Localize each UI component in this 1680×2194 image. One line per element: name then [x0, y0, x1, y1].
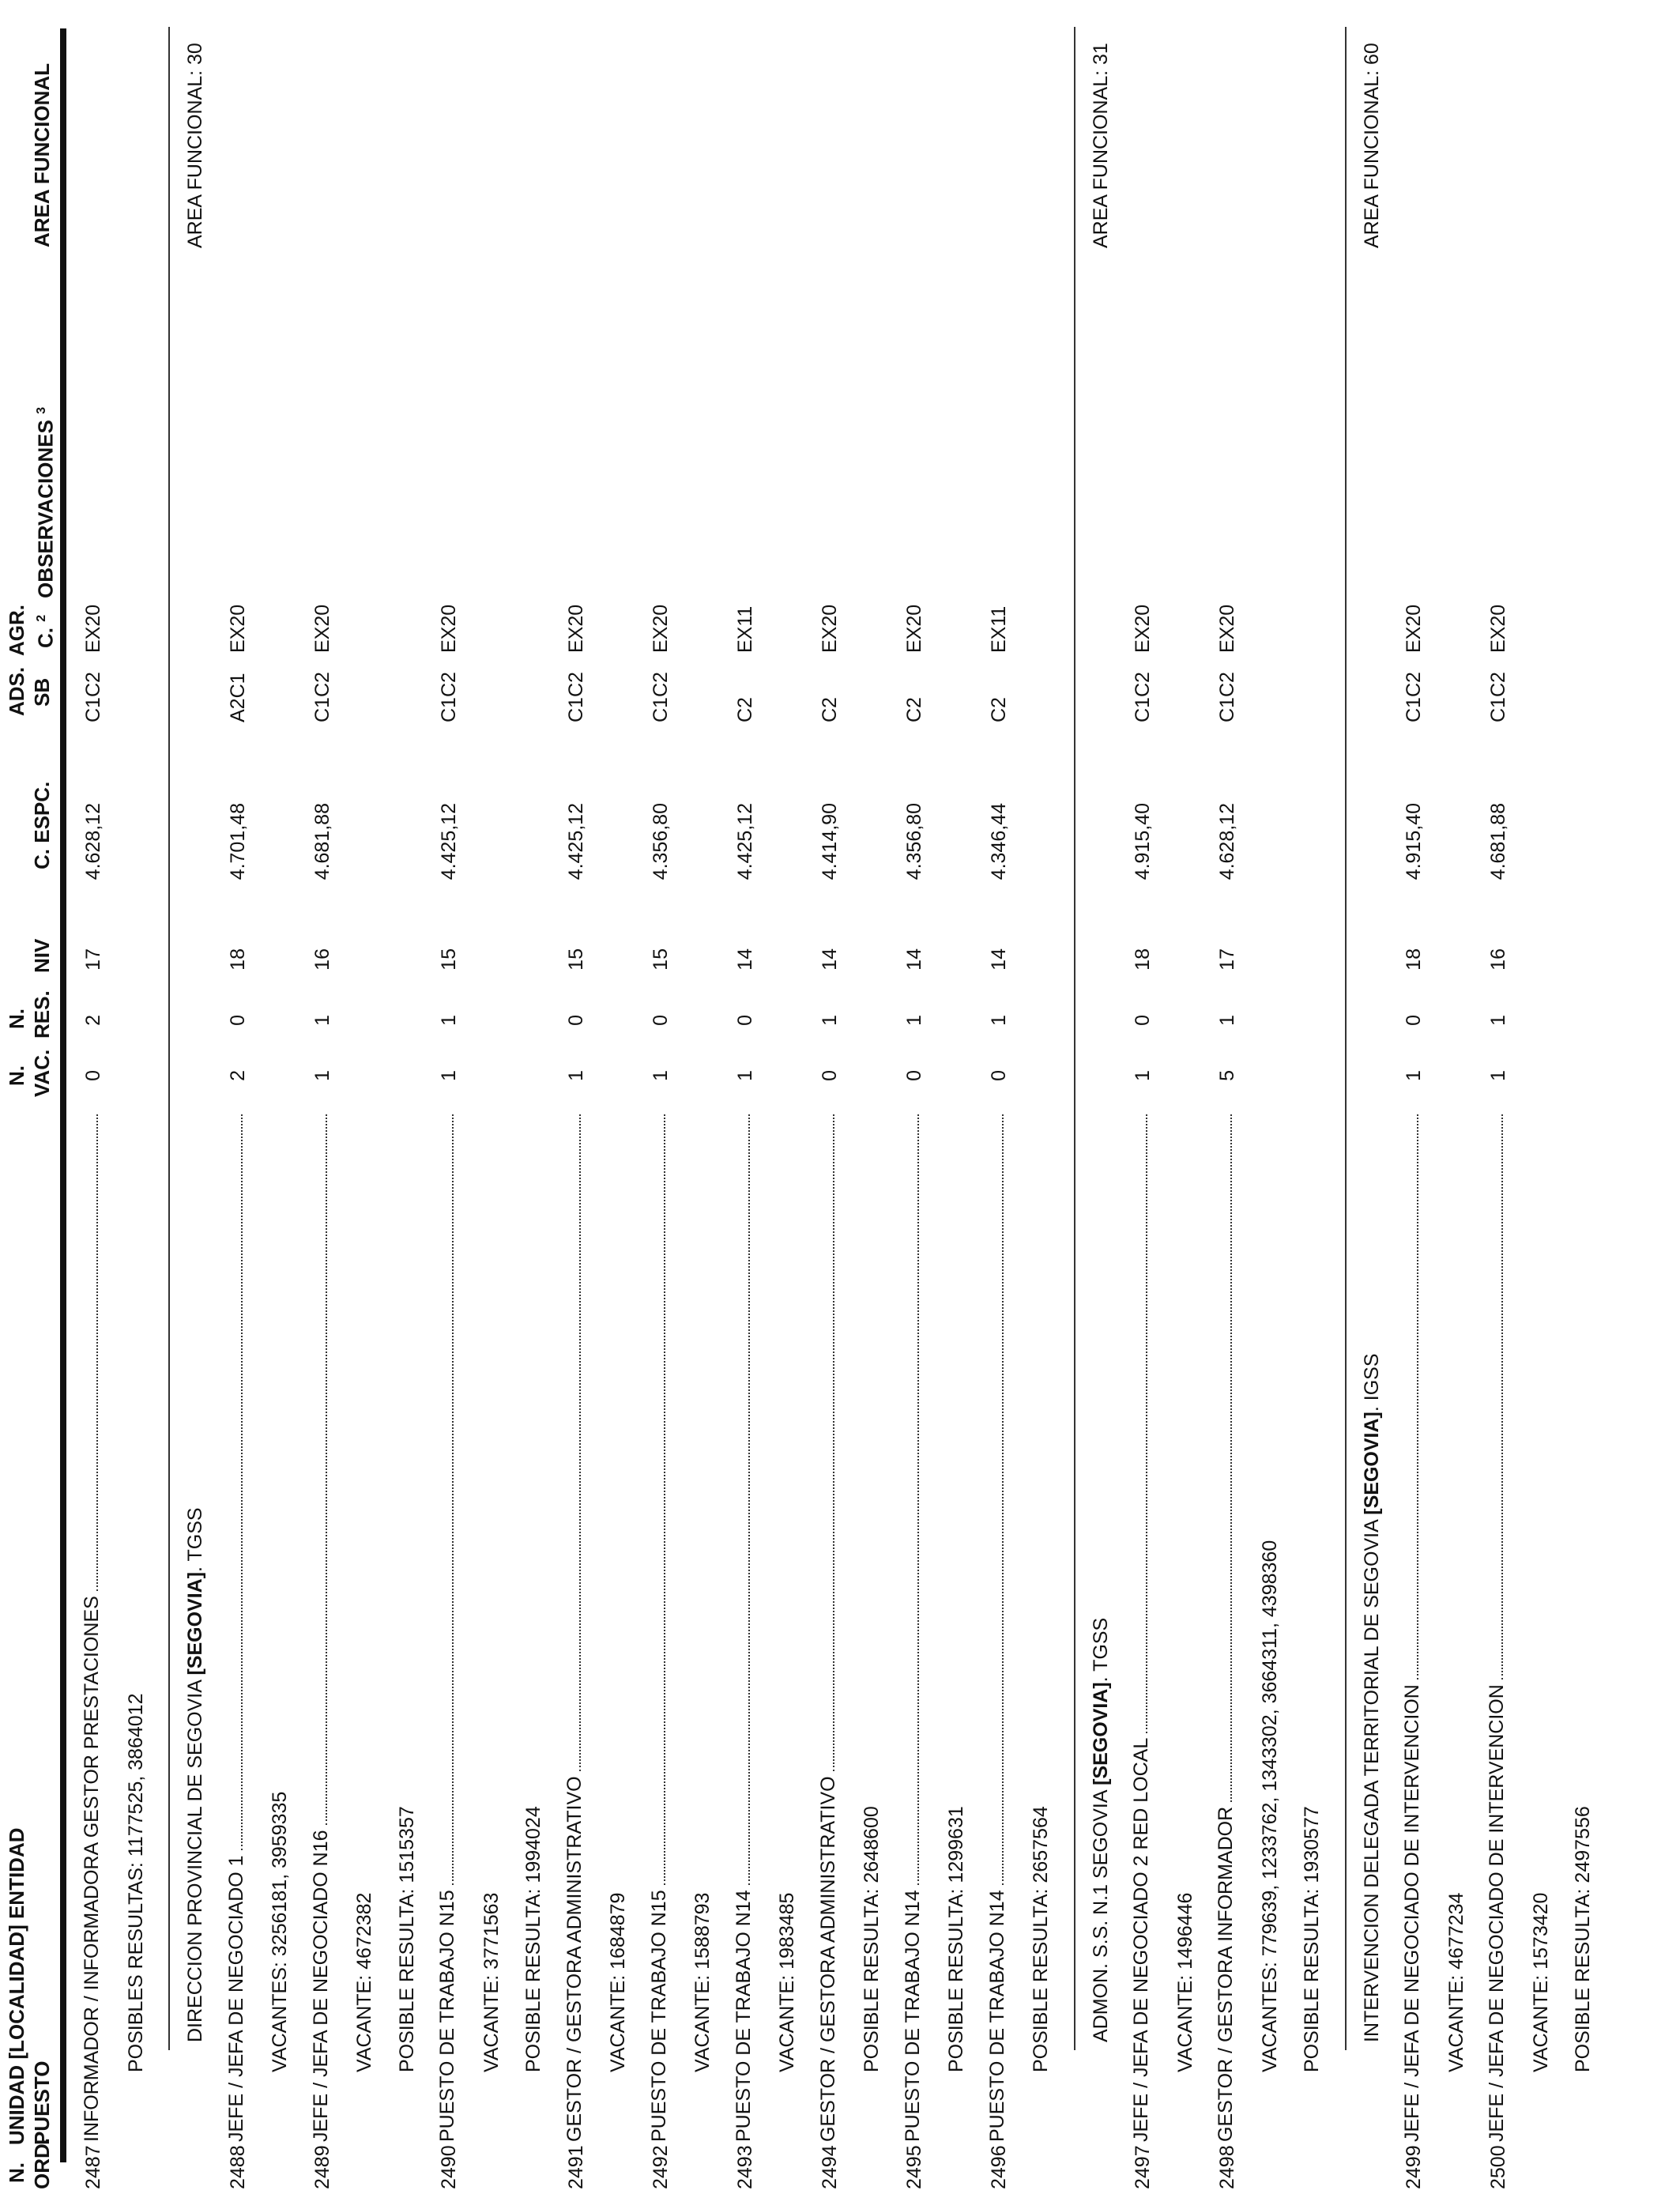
row-puesto-cell [1130, 1114, 1153, 2142]
row-ord: 2500 [1487, 2145, 1509, 2189]
leader-dots [1501, 1114, 1503, 1679]
row-niv: 14 [818, 948, 841, 971]
row-puesto: PUESTO DE TRABAJO N15 [647, 1890, 670, 2142]
row-nres: 1 [1487, 1015, 1509, 1026]
unit-heading [1359, 1353, 1384, 2042]
row-puesto: JEFE / JEFA DE NEGOCIADO N16 [309, 1830, 332, 2142]
row-detail: POSIBLE RESULTA: 2657564 [1030, 1806, 1052, 2072]
header-unidad: UNIDAD [LOCALIDAD] ENTIDAD [5, 1827, 28, 2145]
row-ads: C1C2 [1487, 672, 1509, 722]
detail-row [771, 0, 803, 2194]
row-ads: C2 [733, 697, 756, 722]
row-ads: C2 [902, 697, 925, 722]
row-nres: 1 [987, 1015, 1010, 1026]
header-agr-2 [30, 615, 58, 648]
row-cespc: 4.701,48 [226, 803, 249, 880]
table-row [1127, 0, 1158, 2194]
row-detail: VACANTE: 1573420 [1529, 1892, 1552, 2072]
row-puesto: JEFE / JEFA DE NEGOCIADO DE INTERVENCION [1486, 1684, 1508, 2142]
row-cespc: 4.356,80 [902, 803, 925, 880]
row-puesto: PUESTO DE TRABAJO N14 [732, 1890, 755, 2142]
row-nvac: 1 [438, 1070, 460, 1081]
row-ads: C1C2 [649, 672, 672, 722]
row-agr: EX20 [226, 604, 249, 653]
row-detail: POSIBLE RESULTA: 2497556 [1572, 1806, 1594, 2072]
row-agr: EX11 [733, 605, 756, 653]
row-puesto-cell [1486, 1114, 1509, 2142]
row-ads: C1C2 [438, 672, 460, 722]
row-detail: VACANTE: 3771563 [480, 1892, 503, 2072]
row-ads: A2C1 [226, 673, 249, 722]
row-ord: 2496 [987, 2145, 1010, 2189]
row-cespc: 4.414,90 [818, 803, 841, 880]
row-nres: 1 [311, 1015, 333, 1026]
leader-dots [1002, 1114, 1004, 1885]
unit-heading-row [179, 0, 211, 2194]
row-ord: 2489 [311, 2145, 333, 2189]
unit-localidad: [SEGOVIA] [1360, 1412, 1383, 1515]
row-cespc: 4.346,44 [987, 803, 1010, 880]
row-puesto-cell [563, 1114, 586, 2142]
row-agr: EX20 [564, 604, 587, 653]
row-puesto: JEFE / JEFA DE NEGOCIADO DE INTERVENCION [1401, 1684, 1423, 2142]
header-ads-1: ADS. [5, 666, 28, 716]
row-ads: C1C2 [1403, 672, 1425, 722]
row-detail: VACANTE: 1983485 [776, 1892, 798, 2072]
row-puesto: GESTOR / GESTORA INFORMADOR [1215, 1806, 1237, 2142]
row-puesto: JEFE / JEFA DE NEGOCIADO 1 [224, 1855, 247, 2142]
leader-dots [96, 1114, 98, 1591]
row-ads: C1C2 [311, 672, 333, 722]
row-agr: EX20 [438, 604, 460, 653]
leader-dots [241, 1114, 243, 1850]
row-cespc: 4.628,12 [1216, 803, 1238, 880]
row-nvac: 2 [226, 1070, 249, 1081]
detail-row [476, 0, 507, 2194]
row-ord: 2494 [818, 2145, 841, 2189]
row-niv: 15 [438, 948, 460, 971]
table-row [645, 0, 676, 2194]
row-nvac: 1 [311, 1070, 333, 1081]
row-ord: 2495 [902, 2145, 925, 2189]
header-agr-footnote: 2 [35, 614, 48, 622]
row-detail: VACANTE: 1684879 [607, 1892, 629, 2072]
row-ads: C1C2 [1216, 672, 1238, 722]
row-nres: 1 [438, 1015, 460, 1026]
table-row [814, 0, 846, 2194]
row-ord: 2499 [1403, 2145, 1425, 2189]
header-area-funcional: AREA FUNCIONAL [30, 62, 54, 247]
area-funcional: AREA FUNCIONAL: 60 [1360, 43, 1383, 248]
unit-name: DIRECCION PROVINCIAL DE SEGOVIA [184, 1675, 206, 2042]
leader-dots [1146, 1114, 1147, 1733]
detail-row [1254, 0, 1286, 2194]
table-row [307, 0, 338, 2194]
row-agr: EX20 [82, 604, 104, 653]
leader-dots [748, 1114, 750, 1885]
row-puesto: JEFE / JEFA DE NEGOCIADO 2 RED LOCAL [1130, 1737, 1152, 2142]
row-agr: EX20 [311, 604, 333, 653]
row-cespc: 4.356,80 [649, 803, 672, 880]
row-nres: 1 [902, 1015, 925, 1026]
row-puesto-cell [902, 1114, 925, 2142]
table-row [729, 0, 761, 2194]
row-nres: 0 [226, 1015, 249, 1026]
row-ord: 2490 [438, 2145, 460, 2189]
leader-dots [833, 1114, 834, 1771]
row-cespc: 4.628,12 [82, 803, 104, 880]
row-ads: C1C2 [82, 672, 104, 722]
row-detail: VACANTES: 3256181, 3959335 [269, 1791, 291, 2072]
unit-localidad: [SEGOVIA] [1089, 1682, 1112, 1785]
header-n: N. [5, 2162, 28, 2183]
detail-row [1296, 0, 1328, 2194]
row-nvac: 1 [649, 1070, 672, 1081]
detail-row [1525, 0, 1557, 2194]
row-puesto: PUESTO DE TRABAJO N15 [436, 1890, 458, 2142]
row-ord: 2492 [649, 2145, 672, 2189]
leader-dots [1417, 1114, 1418, 1679]
header-observaciones-footnote: 3 [35, 406, 48, 414]
row-niv: 15 [649, 948, 672, 971]
table-row [560, 0, 592, 2194]
row-ads: C2 [987, 697, 1010, 722]
row-cespc: 4.681,88 [1487, 803, 1509, 880]
row-agr: EX20 [1132, 604, 1154, 653]
unit-entidad: . TGSS [184, 1507, 206, 1572]
row-nres: 0 [1132, 1015, 1154, 1026]
unit-heading [183, 1507, 208, 2042]
row-detail: POSIBLES RESULTAS: 1177525, 3864012 [124, 1693, 147, 2072]
row-cespc: 4.915,40 [1403, 803, 1425, 880]
table-row [1211, 0, 1243, 2194]
section-separator [1345, 27, 1347, 2050]
row-ord: 2488 [226, 2145, 249, 2189]
leader-dots [917, 1114, 919, 1885]
row-nvac: 0 [82, 1070, 104, 1081]
leader-dots [1230, 1114, 1232, 1802]
row-nres: 2 [82, 1015, 104, 1026]
row-nvac: 1 [1487, 1070, 1509, 1081]
detail-row [856, 0, 887, 2194]
header-nres-1: N. [5, 1008, 28, 1029]
row-niv: 18 [1403, 948, 1425, 971]
row-cespc: 4.915,40 [1132, 803, 1154, 880]
row-cespc: 4.681,88 [311, 803, 333, 880]
unit-entidad: . IGSS [1360, 1353, 1383, 1412]
header-ads-2: SB [30, 677, 54, 707]
row-nres: 1 [1216, 1015, 1238, 1026]
header-agr-2-text: C. [33, 628, 58, 648]
row-niv: 14 [733, 948, 756, 971]
row-niv: 16 [1487, 948, 1509, 971]
row-nvac: 0 [818, 1070, 841, 1081]
detail-row [687, 0, 718, 2194]
table-row [1482, 0, 1514, 2194]
row-nvac: 1 [564, 1070, 587, 1081]
row-detail: VACANTE: 4672382 [353, 1892, 375, 2072]
row-agr: EX20 [818, 604, 841, 653]
row-ads: C1C2 [1132, 672, 1154, 722]
row-ord: 2493 [733, 2145, 756, 2189]
detail-row [1567, 0, 1599, 2194]
table-row [222, 0, 254, 2194]
row-puesto-cell [81, 1114, 104, 2142]
row-agr: EX11 [987, 605, 1010, 653]
detail-row [602, 0, 634, 2194]
row-ord: 2497 [1132, 2145, 1154, 2189]
table-row [983, 0, 1015, 2194]
row-detail: VACANTE: 1588793 [691, 1892, 714, 2072]
detail-row [1025, 0, 1057, 2194]
row-puesto: GESTOR / GESTORA ADMINISTRATIVO [563, 1776, 586, 2142]
section-separator [1074, 27, 1075, 2050]
unit-localidad: [SEGOVIA] [184, 1571, 206, 1676]
row-ord: 2487 [82, 2145, 104, 2189]
row-puesto-cell [225, 1114, 248, 2142]
row-ord: 2491 [564, 2145, 587, 2189]
detail-row [120, 0, 152, 2194]
header-agr-1: AGR. [5, 605, 28, 656]
row-detail: POSIBLE RESULTA: 1994024 [522, 1806, 544, 2072]
row-puesto: INFORMADOR / INFORMADORA GESTOR PRESTACIONES [81, 1596, 103, 2142]
table-row [898, 0, 930, 2194]
row-puesto-cell [1401, 1114, 1424, 2142]
row-agr: EX20 [1216, 604, 1238, 653]
header-nvac-2: VAC. [30, 1049, 54, 1097]
row-detail: POSIBLE RESULTA: 2648600 [861, 1806, 883, 2072]
row-niv: 15 [564, 948, 587, 971]
row-puesto-cell [733, 1114, 755, 2142]
row-niv: 14 [902, 948, 925, 971]
row-detail: POSIBLE RESULTA: 1930577 [1301, 1806, 1323, 2072]
unit-heading [1088, 1618, 1113, 2042]
unit-heading-row [1356, 0, 1388, 2194]
header-cespc: C. ESPC. [30, 781, 54, 869]
row-agr: EX20 [649, 604, 672, 653]
header-rule [60, 28, 66, 2162]
row-nres: 0 [733, 1015, 756, 1026]
row-nvac: 1 [733, 1070, 756, 1081]
row-niv: 16 [311, 948, 333, 971]
row-puesto-cell [817, 1114, 840, 2142]
table-row [433, 0, 465, 2194]
leader-dots [452, 1114, 454, 1885]
table-header [0, 0, 60, 2194]
row-nvac: 1 [1403, 1070, 1425, 1081]
table-row [77, 0, 109, 2194]
row-cespc: 4.425,12 [564, 803, 587, 880]
detail-row [1441, 0, 1472, 2194]
row-puesto-cell [986, 1114, 1009, 2142]
row-detail: POSIBLE RESULTA: 1515357 [395, 1806, 418, 2072]
row-ord: 2498 [1216, 2145, 1238, 2189]
row-nres: 0 [564, 1015, 587, 1026]
row-agr: EX20 [1487, 604, 1509, 653]
row-nres: 0 [649, 1015, 672, 1026]
header-nvac-1: N. [5, 1065, 28, 1086]
header-niv: NIV [30, 938, 54, 973]
row-cespc: 4.425,12 [438, 803, 460, 880]
row-niv: 18 [226, 948, 249, 971]
leader-dots [579, 1114, 581, 1771]
header-puesto: PUESTO [30, 2060, 54, 2145]
row-detail: VACANTE: 4677234 [1445, 1892, 1467, 2072]
row-niv: 18 [1132, 948, 1154, 971]
row-detail: POSIBLE RESULTA: 1299631 [945, 1806, 967, 2072]
row-nvac: 1 [1132, 1070, 1154, 1081]
row-detail: VACANTES: 779639, 1233762, 1343302, 3664311, 4398360 [1258, 1540, 1281, 2072]
leader-dots [326, 1114, 327, 1825]
table-row [1398, 0, 1430, 2194]
detail-row [264, 0, 296, 2194]
row-cespc: 4.425,12 [733, 803, 756, 880]
row-puesto-cell [310, 1114, 333, 2142]
area-funcional: AREA FUNCIONAL: 31 [1089, 43, 1112, 248]
row-nvac: 0 [902, 1070, 925, 1081]
row-puesto-cell [436, 1114, 459, 2142]
row-puesto-cell [648, 1114, 671, 2142]
unit-name: INTERVENCION DELEGADA TERRITORIAL DE SEGOVIA [1360, 1514, 1383, 2042]
row-agr: EX20 [1403, 604, 1425, 653]
row-puesto: GESTOR / GESTORA ADMINISTRATIVO [816, 1776, 839, 2142]
detail-row [348, 0, 380, 2194]
area-funcional: AREA FUNCIONAL: 30 [184, 43, 206, 248]
row-puesto: PUESTO DE TRABAJO N14 [985, 1890, 1008, 2142]
unit-entidad: . TGSS [1089, 1617, 1112, 1683]
row-detail: VACANTE: 1496446 [1173, 1892, 1196, 2072]
detail-row [518, 0, 549, 2194]
header-ord: ORD. [30, 2138, 54, 2189]
detail-row [940, 0, 972, 2194]
row-ads: C1C2 [564, 672, 587, 722]
header-nres-2: RES. [30, 990, 54, 1039]
detail-row [391, 0, 423, 2194]
row-puesto-cell [1215, 1114, 1237, 2142]
row-niv: 14 [987, 948, 1010, 971]
row-nvac: 0 [987, 1070, 1010, 1081]
detail-row [1170, 0, 1201, 2194]
row-niv: 17 [1216, 948, 1238, 971]
row-nres: 1 [818, 1015, 841, 1026]
row-niv: 17 [82, 948, 104, 971]
row-ads: C2 [818, 697, 841, 722]
unit-name: ADMON. S.S. N.1 SEGOVIA [1089, 1785, 1112, 2042]
leader-dots [664, 1114, 665, 1885]
header-observaciones [30, 407, 58, 598]
row-nres: 0 [1403, 1015, 1425, 1026]
section-separator [168, 27, 170, 2050]
row-puesto: PUESTO DE TRABAJO N14 [901, 1890, 924, 2142]
row-agr: EX20 [902, 604, 925, 653]
row-nvac: 5 [1216, 1070, 1238, 1081]
unit-heading-row [1085, 0, 1117, 2194]
header-observaciones-text: OBSERVACIONES [33, 420, 58, 598]
